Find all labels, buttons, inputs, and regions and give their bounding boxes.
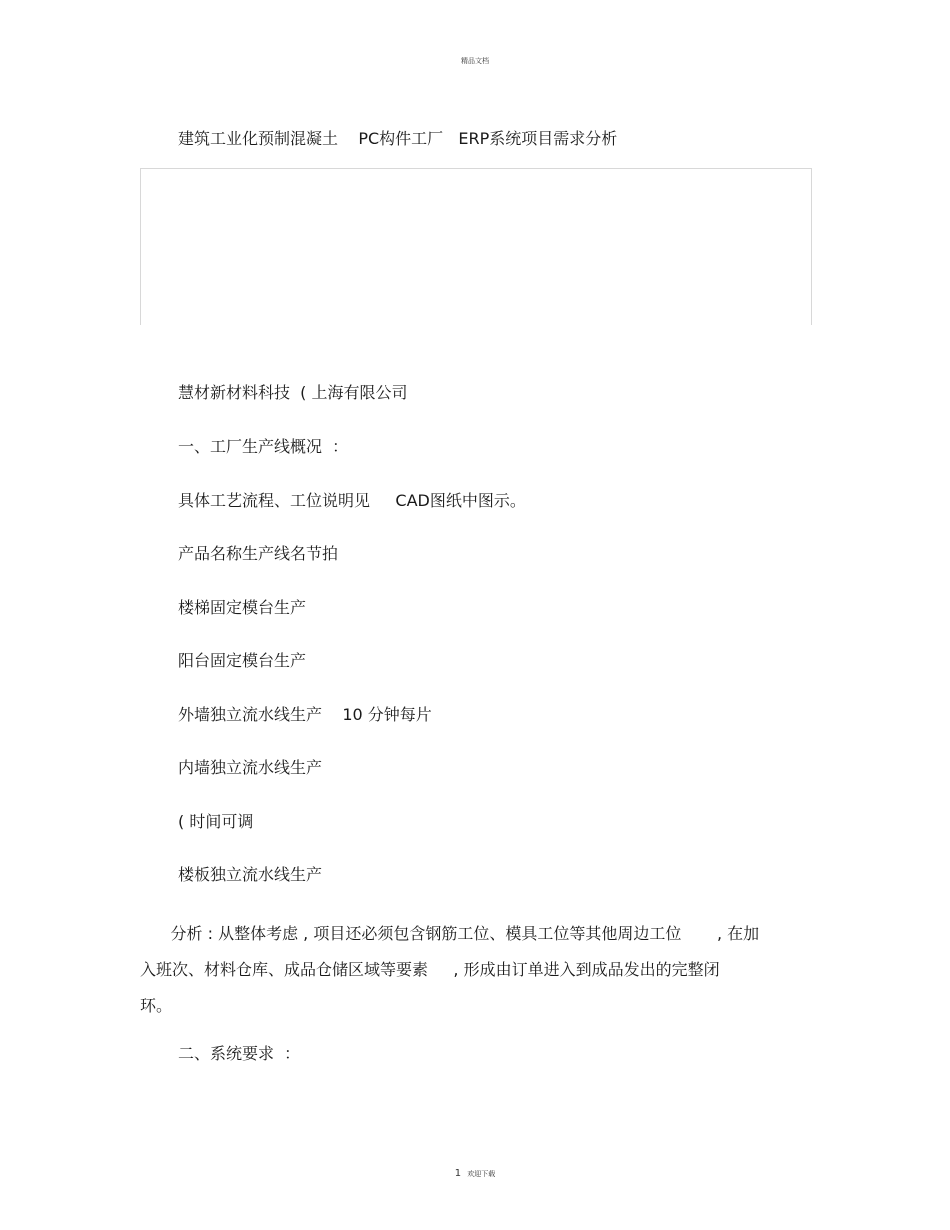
page-number: 1: [454, 1168, 462, 1179]
process-note: 具体工艺流程、工位说明见 CAD图纸中图示。: [178, 491, 526, 510]
list-item: 楼梯固定模台生产: [178, 598, 307, 617]
list-item: 外墙独立流水线生产 10 分钟每片: [178, 705, 432, 724]
analysis-line: 入班次、材料仓库、成品仓储区域等要素 , 形成由订单进入到成品发出的完整闭: [140, 960, 720, 979]
section2-heading: 二、系统要求 ：: [178, 1044, 301, 1063]
header-watermark: 精品文档: [461, 57, 489, 65]
list-item: 阳台固定模台生产: [178, 651, 307, 670]
company-name: 慧材新材料科技 ( 上海有限公司: [178, 383, 408, 402]
document-title: 建筑工业化预制混凝土 PC构件工厂 ERP系统项目需求分析: [178, 129, 618, 148]
list-item: 内墙独立流水线生产: [178, 758, 323, 777]
analysis-paragraph: [140, 916, 810, 1024]
list-item: 楼板独立流水线生产: [178, 865, 323, 884]
list-item: ( 时间可调: [178, 812, 254, 831]
analysis-line: 环。: [140, 996, 173, 1015]
analysis-line: 分析 : 从整体考虑 , 项目还必须包含钢筋工位、模具工位等其他周边工位 , 在加: [140, 924, 760, 943]
blank-frame: [140, 168, 812, 325]
section1-heading: 一、工厂生产线概况 ：: [178, 437, 349, 456]
page-footer: [0, 1168, 950, 1179]
table-header: 产品名称生产线名节拍: [178, 544, 339, 563]
footer-label: 欢迎下载: [467, 1170, 496, 1178]
